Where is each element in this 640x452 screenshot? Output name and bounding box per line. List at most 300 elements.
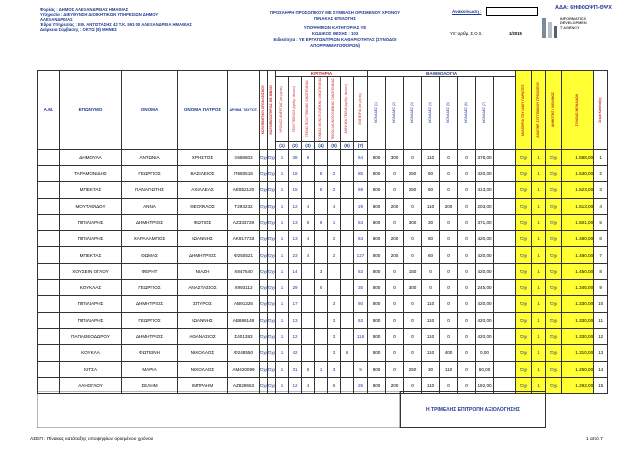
cell-m1: 800: [368, 263, 386, 279]
cell-ep: ΠΙΠΙΛΙΑΡΗΣ: [60, 296, 122, 312]
cell-m4: 0: [422, 263, 440, 279]
cell-pa: ΣΠΥΡΟΣ: [178, 296, 228, 312]
cell-c4: [315, 328, 328, 344]
cell-c4: [315, 296, 328, 312]
title-line-5: Ειδικότητα : ΥΕ ΕΡΓΑΤΩΝ/ΤΡΙΩΝ ΚΑΘΑΡΙΟΤΗΤΑΣ (ΣΥΝΟΔΟΙ: [273, 37, 397, 42]
cell-c7: [354, 345, 368, 361]
table-row: [38, 296, 608, 312]
cell-m3: 0: [404, 231, 422, 247]
cell-c2: 12: [289, 328, 302, 344]
cell-a1: Όχι: [516, 165, 532, 181]
cell-am: [38, 263, 60, 279]
col-c4: [315, 77, 328, 142]
cell-s: 3: [594, 182, 608, 198]
cell-s: 10: [594, 296, 608, 312]
cell-c5: 2: [328, 182, 341, 198]
cell-c3: 4: [302, 247, 315, 263]
cell-m3: 0: [404, 247, 422, 263]
cell-am: [38, 328, 60, 344]
cell-ep: ΠΙΠΙΛΙΑΡΗΣ: [60, 214, 122, 230]
cell-m-extra: [494, 296, 516, 312]
cell-m4: 60: [422, 165, 440, 181]
cell-k2: Όχι: [268, 377, 276, 393]
cell-c6: [341, 149, 354, 165]
cell-c7: 35: [354, 280, 368, 296]
cell-c1: 1: [276, 247, 289, 263]
col-patros: ΟΝΟΜΑ ΠΑΤΡΟΣ: [178, 71, 228, 150]
cell-am: [38, 345, 60, 361]
table-body: [38, 149, 608, 393]
cell-m3: 300: [404, 214, 422, 230]
cell-m6: 0: [458, 280, 476, 296]
cell-c7: 63: [354, 231, 368, 247]
col-ana: [516, 71, 532, 150]
cell-m2: 0: [386, 182, 404, 198]
cell-c4: 6: [315, 280, 328, 296]
cell-m4: 30: [422, 361, 440, 377]
cell-ep: ΠΑΠΑΘΕΟΔΩΡΟΥ: [60, 328, 122, 344]
cell-k2: Όχι: [268, 280, 276, 296]
cell-a1: Όχι: [516, 296, 532, 312]
cell-c7: 9: [354, 361, 368, 377]
cell-c7: 59: [354, 182, 368, 198]
cell-am: [38, 214, 60, 230]
cell-k2: Όχι: [268, 165, 276, 181]
cell-id: Τ293232: [228, 198, 260, 214]
cell-c6: [341, 280, 354, 296]
cell-tot: 1.330,00: [562, 312, 594, 328]
cell-m7: 413,00: [476, 182, 494, 198]
header-group-row: [38, 71, 608, 77]
cell-id: ΑΕ852120: [228, 182, 260, 198]
cell-c1: 1: [276, 198, 289, 214]
cell-c6: [341, 165, 354, 181]
cell-pa: ΔΗΜΗΤΡΙΟΣ: [178, 247, 228, 263]
cell-s: 9: [594, 280, 608, 296]
cell-am: [38, 198, 60, 214]
cell-c3: 5: [302, 214, 315, 230]
cell-c3: [302, 280, 315, 296]
table-row: [38, 247, 608, 263]
title-line-6: ΑΠΟΡΡΙΜΜΑΤΟΦΟΡΩΝ): [310, 43, 360, 48]
cell-m-extra: [494, 182, 516, 198]
cell-id: ΑΜ420099: [228, 361, 260, 377]
cell-a3: Όχι: [546, 361, 562, 377]
cell-m-extra: [494, 214, 516, 230]
cell-c1: 1: [276, 312, 289, 328]
cell-id: ΑΚ917733: [228, 231, 260, 247]
col-seira-label: Σειρά Κατάταξης: [597, 96, 602, 123]
cell-m6: 0: [458, 214, 476, 230]
cell-c1: 1: [276, 280, 289, 296]
cell-c4: [315, 231, 328, 247]
cell-a2: 1: [532, 182, 546, 198]
cell-c4: [315, 247, 328, 263]
cell-m-extra: [494, 263, 516, 279]
cell-c4: [315, 198, 328, 214]
cell-a2: 1: [532, 296, 546, 312]
cell-a1: Όχι: [516, 231, 532, 247]
col-am: Α.Μ.: [38, 71, 60, 150]
cell-m1: 800: [368, 280, 386, 296]
cell-c7: 29: [354, 198, 368, 214]
cell-id: Π680518: [228, 165, 260, 181]
cell-m7: 420,00: [476, 165, 494, 181]
cell-m3: 300: [404, 280, 422, 296]
cell-a2: 1: [532, 345, 546, 361]
cell-c6: [341, 214, 354, 230]
cell-c3: 6: [302, 149, 315, 165]
cell-k1: Όχι: [260, 149, 268, 165]
cell-m1: 800: [368, 198, 386, 214]
logo-line-1: INFORMATICS: [560, 17, 587, 21]
cell-s: 13: [594, 345, 608, 361]
cell-pa: ΙΜΠΡΑΗΜ: [178, 377, 228, 393]
table-row: [38, 198, 608, 214]
cell-c3: 5: [302, 361, 315, 377]
cell-m4: 110: [422, 345, 440, 361]
col-n7: (7): [354, 141, 368, 149]
page-number: 1 από 7: [586, 437, 603, 442]
cell-c1: 1: [276, 377, 289, 393]
logo-text: [560, 17, 587, 30]
col-kriteria: ΚΡΙΤΗΡΙΑ: [276, 71, 368, 77]
cell-id: ΑΖ333728: [228, 214, 260, 230]
footer-left: ΑΣΕΠ : Πίνακας κατάταξης υποψηφίων ορισμένου χρόνου: [30, 437, 154, 442]
logo-line-3: T AGENCY: [560, 25, 580, 30]
cell-m2: 0: [386, 165, 404, 181]
cell-a2: 1: [532, 149, 546, 165]
cell-a2: 1: [532, 377, 546, 393]
cell-m3: 0: [404, 149, 422, 165]
cell-on: ΘΩΜΑΣ: [122, 247, 178, 263]
cell-c2: 14: [289, 263, 302, 279]
cell-c3: 4: [302, 377, 315, 393]
cell-k2: Όχι: [268, 361, 276, 377]
col-c7: [354, 77, 368, 142]
cell-m4: 110: [422, 328, 440, 344]
cell-m6: 0: [458, 377, 476, 393]
cell-m5: 200: [440, 198, 458, 214]
cell-c6: [341, 263, 354, 279]
cell-c2: 12: [289, 198, 302, 214]
cell-pa: ΙΩΑΝΝΗΣ: [178, 231, 228, 247]
col-c6: [341, 77, 354, 142]
col-ana-label: ΑΝΑΠΗΡΙΑ ΤΟΥ ΙΔΙΟΥ ΠΑΡΑΓΕΙΤ.: [520, 83, 525, 137]
cell-m-extra: [494, 328, 516, 344]
cell-c4: 5: [315, 182, 328, 198]
cell-c3: [302, 296, 315, 312]
cell-c6: [341, 328, 354, 344]
cell-m3: 250: [404, 361, 422, 377]
cell-c4: [315, 312, 328, 328]
col-dimotis: [546, 71, 562, 150]
cell-m6: 0: [458, 361, 476, 377]
cell-ep: ΔΗΜΟΥΛΑ: [60, 149, 122, 165]
col-m2-label: ΜΟΝΑΔΕΣ (2): [391, 102, 396, 124]
cell-k2: Όχι: [268, 214, 276, 230]
cell-c7: 63: [354, 263, 368, 279]
col-c3-label: ΤΕΚΝΟ ΠΟΛΥΤΕΚΝΗΣ ΟΙΚΟΓΕΝΕΙΑΣ: [305, 80, 310, 138]
cell-m3: 0: [404, 345, 422, 361]
cell-m1: 800: [368, 231, 386, 247]
cell-m6: 0: [458, 247, 476, 263]
cell-m3: 0: [404, 296, 422, 312]
cell-m4: 110: [422, 377, 440, 393]
anakoinosi-label: Ανακοίνωση :: [452, 9, 482, 14]
cell-m5: 0: [440, 182, 458, 198]
diarkeia-text: Διάρκεια Σύμβασης : ΟΚΤΩ (8) ΜΗΝΕΣ: [40, 27, 117, 33]
cell-tot: 1.501,00: [562, 214, 594, 230]
cell-m4: 110: [422, 296, 440, 312]
cell-c5: [328, 280, 341, 296]
cell-m2: 0: [386, 312, 404, 328]
cell-id: Σ401383: [228, 328, 260, 344]
col-kol1: [260, 71, 268, 150]
col-n4: (4): [315, 141, 328, 149]
cell-a1: Όχι: [516, 198, 532, 214]
cell-k1: Όχι: [260, 214, 268, 230]
cell-k1: Όχι: [260, 247, 268, 263]
cell-k2: Όχι: [268, 345, 276, 361]
cell-c1: 1: [276, 214, 289, 230]
table-row: [38, 328, 608, 344]
cell-m7: 378,00: [476, 149, 494, 165]
table-row: [38, 165, 608, 181]
cell-id: Φ250521: [228, 247, 260, 263]
col-m3: [404, 77, 422, 150]
cell-a2: 1: [532, 165, 546, 181]
cell-m1: 800: [368, 149, 386, 165]
col-m2: [386, 77, 404, 150]
col-m5: [440, 77, 458, 150]
cell-c2: 13: [289, 312, 302, 328]
cell-k1: Όχι: [260, 312, 268, 328]
cell-m1: 800: [368, 247, 386, 263]
cell-am: [38, 182, 60, 198]
yy-label: Υπ' αριθμ. Σ.Ο.Χ.: [450, 31, 483, 36]
cell-c1: 1: [276, 296, 289, 312]
cell-c3: 4: [302, 231, 315, 247]
cell-k2: Όχι: [268, 296, 276, 312]
cell-tot: 1.292,00: [562, 377, 594, 393]
cell-am: [38, 165, 60, 181]
cell-pa: ΒΑΣΙΛΕΙΟΣ: [178, 165, 228, 181]
cell-ep: ΜΟΥΤΑΦΙΔΟΥ: [60, 198, 122, 214]
col-adt: ΑΡΙΘΜ. ΤΑΥΤΟΤ.: [228, 71, 260, 150]
cell-k1: Όχι: [260, 263, 268, 279]
col-m7: [476, 77, 494, 150]
cell-c3: [302, 328, 315, 344]
cell-c4: 1: [315, 361, 328, 377]
cell-c6: [341, 312, 354, 328]
header-center: [230, 10, 440, 49]
cell-a1: Όχι: [516, 182, 532, 198]
cell-m6: 0: [458, 263, 476, 279]
cell-on: ΓΕΩΡΓΙΟΣ: [122, 165, 178, 181]
cell-a1: Όχι: [516, 149, 532, 165]
cell-m7: 203,00: [476, 198, 494, 214]
cell-c2: 15: [289, 182, 302, 198]
col-vathmologia: ΒΑΘΜΟΛΟΓΙΑ: [368, 71, 516, 77]
cell-c4: 5: [315, 165, 328, 181]
cell-tot: 1.480,00: [562, 231, 594, 247]
cell-on: ΔΗΜΗΤΡΙΟΣ: [122, 214, 178, 230]
cell-m3: 0: [404, 328, 422, 344]
cell-c4: 6: [315, 214, 328, 230]
cell-c4: [315, 149, 328, 165]
cell-m-extra: [494, 231, 516, 247]
cell-a2: 1: [532, 263, 546, 279]
cell-m1: 800: [368, 361, 386, 377]
cell-c5: 6: [328, 377, 341, 393]
cell-m7: 182,00: [476, 377, 494, 393]
cell-c5: 2: [328, 231, 341, 247]
cell-k2: Όχι: [268, 328, 276, 344]
cell-c2: 13: [289, 231, 302, 247]
cell-c4: [315, 345, 328, 361]
cell-c4: 3: [315, 263, 328, 279]
cell-a3: Όχι: [546, 296, 562, 312]
cell-on: ΔΗΜΗΤΡΙΟΣ: [122, 328, 178, 344]
col-n6: (6): [341, 141, 354, 149]
cell-m3: 0: [404, 377, 422, 393]
cell-on: ΑΝΝΑ: [122, 198, 178, 214]
cell-m5: 110: [440, 361, 458, 377]
cell-ep: ΧΟΥΣΕΙΝ ΟΓΛΟΥ: [60, 263, 122, 279]
cell-a1: Όχι: [516, 263, 532, 279]
table-row: [38, 263, 608, 279]
cell-m-extra: [494, 247, 516, 263]
cell-c1: 1: [276, 361, 289, 377]
col-n3: (3): [302, 141, 315, 149]
cell-a3: Όχι: [546, 149, 562, 165]
cell-pa: ΝΙΑΖΗ: [178, 263, 228, 279]
cell-c3: [302, 165, 315, 181]
col-c1-label: ΧΡΟΝΟΣ ΑΝΕΡΓΙΑΣ (σε μήνες): [279, 85, 284, 133]
cell-m3: 0: [404, 198, 422, 214]
cell-m5: 0: [440, 280, 458, 296]
cell-a3: Όχι: [546, 328, 562, 344]
title-line-3: ΥΠΟΨΗΦΙΩΝ ΚΑΤΗΓΟΡΙΑΣ ΥΕ: [303, 25, 367, 30]
cell-a2: 1: [532, 328, 546, 344]
cell-pa: ΘΕΟΦΙΛΟΣ: [178, 198, 228, 214]
cell-m4: 60: [422, 182, 440, 198]
cell-s: 14: [594, 361, 608, 377]
cell-m1: 800: [368, 182, 386, 198]
cell-c2: 17: [289, 296, 302, 312]
cell-m6: 0: [458, 231, 476, 247]
cell-s: 12: [594, 328, 608, 344]
cell-c1: 1: [276, 182, 289, 198]
cell-c6: [341, 247, 354, 263]
cell-m6: 0: [458, 198, 476, 214]
cell-m7: 420,00: [476, 263, 494, 279]
cell-m4: 30: [422, 214, 440, 230]
cell-on: ΧΑΡΑΛΑΜΠΟΣ: [122, 231, 178, 247]
cell-s: 1: [594, 149, 608, 165]
cell-m4: 0: [422, 280, 440, 296]
cell-on: ΦΕΡΗΤ: [122, 263, 178, 279]
cell-c7: 54: [354, 149, 368, 165]
cell-a3: Όχι: [546, 345, 562, 361]
cell-c1: 1: [276, 263, 289, 279]
col-m6-label: ΜΟΝΑΔΕΣ (6): [463, 102, 468, 124]
cell-m-extra: [494, 361, 516, 377]
cell-c6: [341, 182, 354, 198]
cell-m2: 300: [386, 149, 404, 165]
cell-c5: [328, 263, 341, 279]
cell-a2: 1: [532, 361, 546, 377]
cell-k1: Όχι: [260, 165, 268, 181]
cell-m6: 0: [458, 165, 476, 181]
cell-tot: 1.530,00: [562, 165, 594, 181]
cell-a3: Όχι: [546, 312, 562, 328]
cell-k1: Όχι: [260, 361, 268, 377]
cell-m-extra: [494, 312, 516, 328]
cell-tot: 1.480,00: [562, 247, 594, 263]
col-m-extra: [494, 77, 516, 150]
cell-m1: 800: [368, 345, 386, 361]
cell-k2: Όχι: [268, 149, 276, 165]
col-onoma: ΟΝΟΜΑ: [122, 71, 178, 150]
cell-a3: Όχι: [546, 165, 562, 181]
cell-s: 6: [594, 231, 608, 247]
cell-m6: 0: [458, 149, 476, 165]
cell-tot: 1.330,00: [562, 328, 594, 344]
col-eponymo: ΕΠΩΝΥΜΟ: [60, 71, 122, 150]
cell-a2: 1: [532, 312, 546, 328]
cell-c2: 16: [289, 165, 302, 181]
col-seira: [594, 71, 608, 150]
cell-m2: 0: [386, 296, 404, 312]
cell-m2: 200: [386, 247, 404, 263]
cell-c5: 3: [328, 296, 341, 312]
table-row: [38, 149, 608, 165]
cell-m5: 0: [440, 165, 458, 181]
cell-c3: [302, 182, 315, 198]
cell-ep: ΑΛΗΟΓΛΟΥ: [60, 377, 122, 393]
cell-m3: 150: [404, 263, 422, 279]
cell-pa: ΧΡΗΣΤΟΣ: [178, 149, 228, 165]
cell-c3: 4: [302, 198, 315, 214]
empty-signature-area: [37, 391, 400, 428]
cell-m1: 800: [368, 214, 386, 230]
cell-c7: 127: [354, 247, 368, 263]
title-line-1: ΠΡΟΣΛΗΨΗ ΠΡΟΣΩΠΙΚΟΥ ΜΕ ΣΥΜΒΑΣΗ ΟΡΙΣΜΕΝΟΥ ΧΡΟΝΟΥ: [269, 10, 401, 15]
cell-a3: Όχι: [546, 198, 562, 214]
col-c3: [302, 77, 315, 142]
cell-c5: 2: [328, 247, 341, 263]
cell-c5: 2: [328, 165, 341, 181]
edra-text: Έδρα Υπηρεσίας : ΕΘ. ΑΝΤΙΣΤΑΣΗΣ 42 Τ.Κ. 593 00 ΑΛΕΞΑΝΔΡΕΙΑ ΗΜΑΘΙΑΣ: [40, 22, 192, 28]
cell-id: Χ847540: [228, 263, 260, 279]
cell-m2: 0: [386, 263, 404, 279]
cell-m5: 0: [440, 328, 458, 344]
cell-m2: 0: [386, 280, 404, 296]
cell-c5: 3: [328, 312, 341, 328]
cell-tot: 1.250,00: [562, 361, 594, 377]
cell-m-extra: [494, 198, 516, 214]
cell-c6: [341, 361, 354, 377]
ypiresia-text: Υπηρεσία : ΔΙΕΥΘΥΝΣΗ ΔΙΟΙΚΗΤΙΚΩΝ ΥΠΗΡΕΣΙΩΝ ΔΗΜΟΥ: [40, 12, 159, 18]
cell-tot: 1.330,00: [562, 296, 594, 312]
cell-c5: 3: [328, 345, 341, 361]
cell-c6: 6: [341, 345, 354, 361]
cell-ep: ΚΙΤΣΑ: [60, 361, 122, 377]
cell-a3: Όχι: [546, 280, 562, 296]
cell-m4: 60: [422, 231, 440, 247]
